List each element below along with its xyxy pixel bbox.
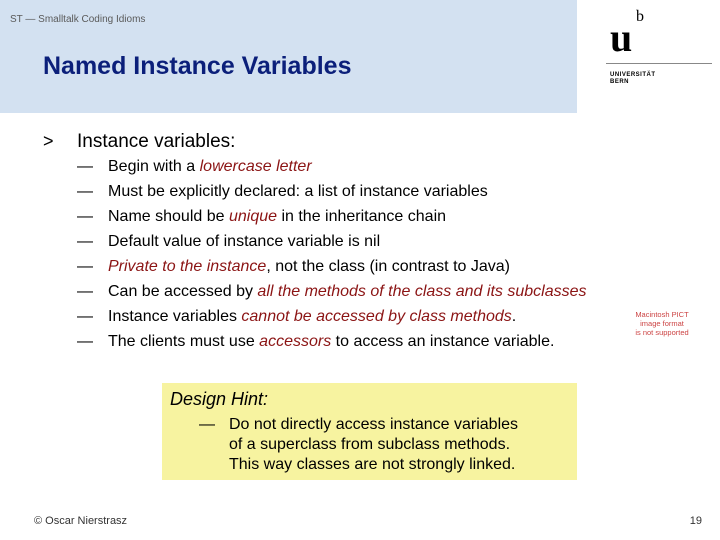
pict-line: is not supported (635, 328, 689, 337)
hint-line: of a superclass from subclass methods. (229, 436, 511, 453)
logo-universitaet: UNIVERSITÄT (610, 72, 656, 78)
item-text: Can be accessed by (108, 283, 258, 300)
item-text: Instance variables (108, 308, 242, 325)
item-text: Begin with a (108, 158, 200, 175)
item-dash: — (77, 283, 93, 300)
university-logo (606, 8, 716, 98)
list-item (77, 208, 446, 226)
item-text: The clients must use (108, 333, 260, 350)
list-item (77, 233, 380, 251)
item-text: Must be explicitly declared: a list of instance variables (108, 183, 488, 200)
item-text-after: to access an instance variable. (331, 333, 555, 350)
item-text: Name should be (108, 208, 229, 225)
logo-letter-b: b (636, 8, 644, 25)
pict-placeholder-image (626, 310, 698, 337)
item-emphasis: cannot be accessed by class methods (241, 308, 512, 325)
logo-rule (606, 63, 712, 64)
list-item (77, 183, 488, 201)
slide-title: Named Instance Variables (43, 52, 352, 80)
list-item (77, 333, 554, 351)
item-dash: — (77, 158, 93, 175)
list-item (77, 283, 586, 301)
item-dash: — (77, 333, 93, 350)
item-dash: — (77, 183, 93, 200)
item-dash: — (77, 233, 93, 250)
design-hint-title: Design Hint: (170, 389, 269, 409)
item-emphasis: lowercase letter (199, 158, 312, 175)
list-item (77, 308, 516, 326)
page-number: 19 (689, 515, 702, 527)
item-text-after: in the inheritance chain (277, 208, 447, 225)
item-emphasis: accessors (259, 333, 332, 350)
pict-line: image format (640, 319, 684, 328)
hint-dash: — (199, 416, 215, 433)
design-hint-box (162, 383, 577, 480)
footer-author: © Oscar Nierstrasz (34, 515, 128, 527)
hint-line: This way classes are not strongly linked. (229, 456, 516, 473)
pict-line: Macintosh PICT (635, 310, 689, 319)
hint-line: Do not directly access instance variables (229, 416, 519, 433)
item-text-after: , not the class (in contrast to Java) (266, 258, 510, 275)
list-item (77, 158, 312, 176)
item-dash: — (77, 258, 93, 275)
logo-letter-u: u (610, 15, 633, 60)
course-title: ST — Smalltalk Coding Idioms (10, 14, 146, 25)
item-emphasis: all the methods of the class and its subclasses (257, 283, 587, 300)
logo-bern: BERN (610, 79, 630, 85)
item-text-after: . (511, 308, 517, 325)
item-emphasis: Private to the instance (108, 258, 267, 275)
logo-text (610, 72, 656, 86)
item-emphasis: unique (228, 208, 278, 225)
main-heading: Instance variables: (77, 131, 236, 152)
item-dash: — (77, 308, 93, 325)
item-dash: — (77, 208, 93, 225)
list-item (77, 258, 510, 276)
item-text: Default value of instance variable is nil (108, 233, 381, 250)
main-bullet: > (43, 131, 54, 151)
